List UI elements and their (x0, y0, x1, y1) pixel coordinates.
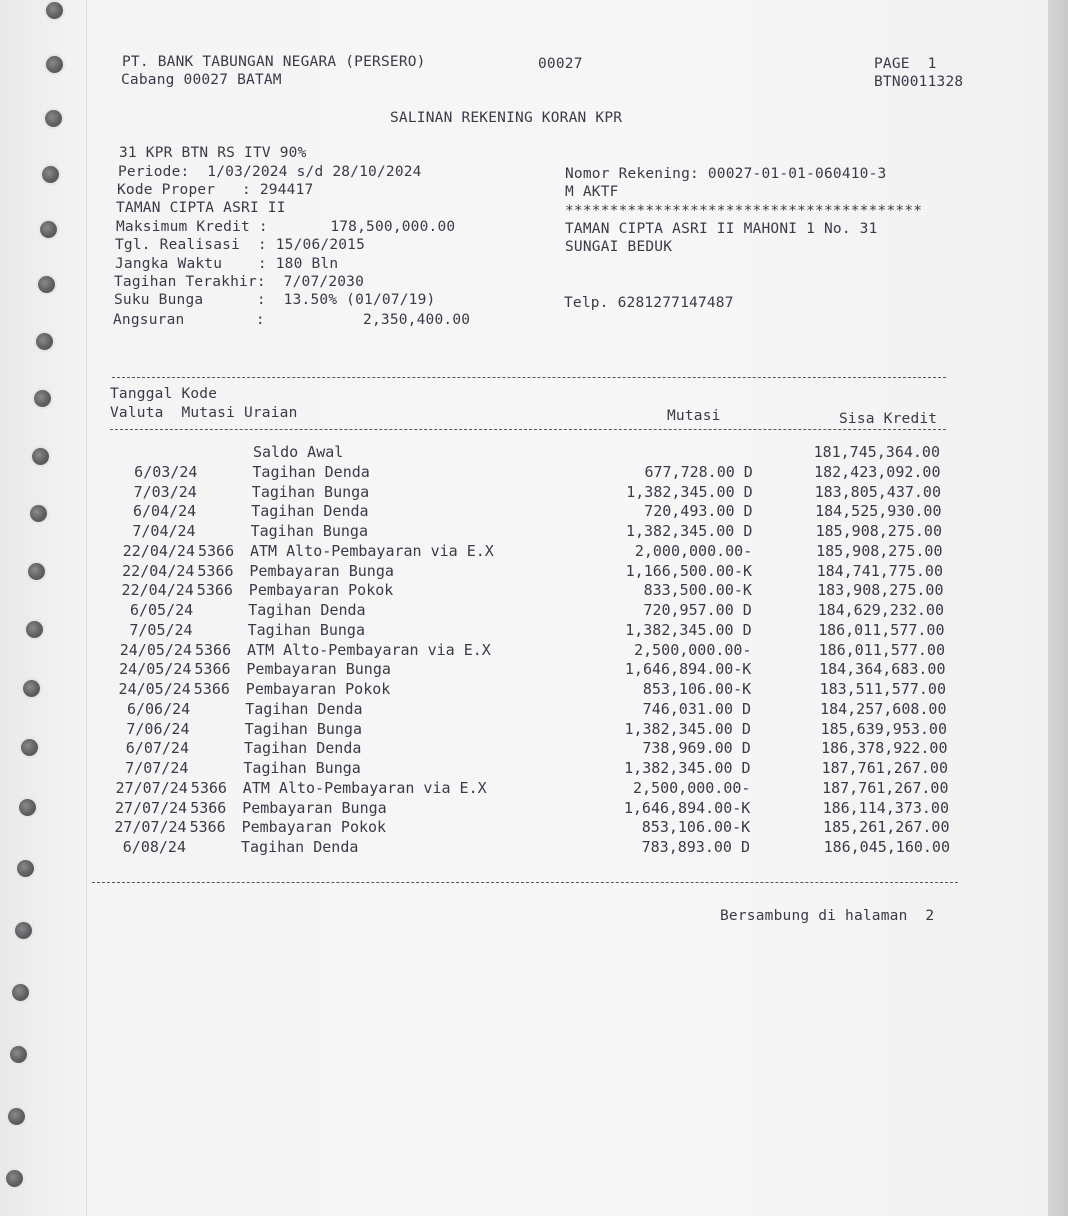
row-sisa-kredit: 184,629,232.00 (817, 601, 944, 619)
suku-bunga: Suku Bunga : 13.50% (01/07/19) (114, 292, 436, 308)
row-sisa-kredit: 183,511,577.00 (819, 680, 946, 698)
row-description: Tagihan Bunga (251, 482, 370, 501)
row-sisa-kredit: 185,639,953.00 (820, 719, 947, 738)
row-description: Tagihan Bunga (244, 719, 362, 738)
telephone: Telp. 6281277147487 (564, 295, 734, 311)
row-date: 6/05/24 (129, 601, 194, 619)
row-description: Pembayaran Bunga (249, 561, 394, 580)
row-mutasi: 746,031.00 D (642, 699, 752, 718)
row-description: Tagihan Denda (244, 739, 362, 758)
row-mutasi: 1,646,894.00-K (623, 798, 751, 817)
table-row (0, 601, 1000, 621)
row-sisa-kredit: 182,423,092.00 (814, 462, 941, 481)
table-row (0, 483, 1000, 503)
row-sisa-kredit: 185,261,267.00 (823, 818, 950, 837)
row-code: 5366 (197, 561, 234, 580)
row-description: Tagihan Bunga (243, 759, 361, 777)
row-mutasi: 833,500.00-K (643, 581, 752, 600)
row-description: Tagihan Bunga (250, 522, 368, 540)
table-row (0, 621, 1000, 641)
row-code: 5366 (195, 640, 232, 659)
row-mutasi: 720,493.00 D (644, 502, 753, 521)
tractor-hole-icon (17, 860, 34, 877)
table-row (0, 660, 1000, 680)
row-code: 5366 (194, 660, 231, 679)
table-row (0, 739, 1000, 759)
row-mutasi: 1,382,345.00 D (625, 522, 753, 540)
table-row (0, 502, 1000, 522)
row-date: 24/05/24 (119, 640, 192, 659)
row-code: 5366 (190, 778, 227, 797)
table-row (0, 581, 1000, 601)
row-mutasi: 1,166,500.00-K (625, 561, 753, 580)
row-date: 6/07/24 (125, 739, 189, 758)
footer-separator (92, 882, 958, 883)
row-sisa-kredit: 187,761,267.00 (822, 778, 949, 797)
row-date: 7/07/24 (125, 759, 189, 777)
header-separator-top (112, 377, 946, 378)
statement-period: Periode: 1/03/2024 s/d 28/10/2024 (118, 164, 422, 180)
table-row (0, 641, 1000, 661)
jangka-waktu: Jangka Waktu : 180 Bln (115, 256, 339, 272)
column-header-line1: Tanggal Kode (110, 386, 218, 402)
table-row (0, 680, 1000, 700)
table-row (0, 443, 1000, 463)
row-sisa-kredit: 185,908,275.00 (816, 541, 943, 560)
row-description: Tagihan Bunga (247, 620, 365, 639)
tractor-hole-icon (34, 390, 51, 407)
table-row (0, 562, 1000, 582)
tractor-hole-icon (8, 1108, 25, 1125)
row-date: 7/05/24 (129, 620, 193, 639)
row-description: Saldo Awal (253, 443, 344, 461)
row-date: 24/05/24 (119, 660, 192, 679)
row-mutasi: 853,106.00-K (642, 680, 752, 698)
nomor-rekening: Nomor Rekening: 00027-01-01-060410-3 (565, 166, 887, 182)
row-mutasi: 738,969.00 D (642, 739, 751, 758)
tractor-hole-icon (38, 276, 55, 293)
row-date: 7/06/24 (126, 719, 190, 738)
table-row (0, 720, 1000, 740)
row-code: 5366 (189, 818, 226, 837)
row-sisa-kredit: 186,011,577.00 (818, 640, 945, 659)
page-title: SALINAN REKENING KORAN KPR (390, 110, 623, 126)
table-row (0, 463, 1000, 483)
row-mutasi: 1,382,345.00 D (624, 759, 751, 777)
table-row (0, 700, 1000, 720)
row-sisa-kredit: 183,908,275.00 (817, 581, 944, 600)
tractor-hole-icon (46, 2, 63, 19)
row-date: 22/04/24 (121, 581, 194, 600)
table-row (0, 818, 1000, 838)
row-mutasi: 1,382,345.00 D (625, 620, 752, 639)
row-sisa-kredit: 186,378,922.00 (821, 739, 948, 758)
row-mutasi: 783,893.00 D (641, 838, 750, 856)
row-date: 6/08/24 (122, 838, 186, 856)
continued-note: Bersambung di halaman 2 (720, 908, 935, 924)
tractor-hole-icon (36, 333, 53, 350)
row-sisa-kredit: 186,045,160.00 (823, 838, 950, 856)
document-reference: BTN0011328 (874, 74, 964, 90)
row-description: Tagihan Denda (245, 699, 363, 718)
column-header-mutasi: Mutasi (667, 408, 721, 424)
row-sisa-kredit: 186,114,373.00 (822, 798, 949, 817)
project-name: TAMAN CIPTA ASRI II (116, 200, 286, 216)
row-description: Tagihan Denda (248, 601, 366, 619)
row-date: 27/07/24 (115, 778, 188, 797)
branch-code: 00027 (538, 56, 583, 72)
row-sisa-kredit: 185,908,275.00 (815, 522, 942, 540)
row-description: Pembayaran Pokok (245, 680, 391, 698)
row-mutasi: 720,957.00 D (643, 601, 752, 619)
tractor-hole-icon (46, 56, 63, 73)
angsuran: Angsuran : 2,350,400.00 (113, 312, 471, 328)
tgl-realisasi: Tgl. Realisasi : 15/06/2015 (115, 237, 366, 253)
row-mutasi: 2,000,000.00- (634, 541, 753, 560)
address-line-1: TAMAN CIPTA ASRI II MAHONI 1 No. 31 (565, 221, 878, 237)
row-date: 6/04/24 (132, 502, 197, 521)
row-date: 7/04/24 (132, 522, 196, 540)
row-description: Pembayaran Pokok (248, 581, 394, 600)
tractor-hole-icon (40, 221, 57, 238)
star-divider: **************************************** (565, 203, 923, 219)
table-row (0, 838, 1000, 858)
table-row (0, 759, 1000, 779)
row-sisa-kredit: 184,741,775.00 (816, 561, 943, 580)
row-description: Tagihan Denda (241, 838, 359, 856)
branch-name: Cabang 00027 BATAM (121, 72, 282, 88)
row-description: Tagihan Denda (251, 502, 369, 521)
row-sisa-kredit: 186,011,577.00 (818, 620, 945, 639)
row-code: 5366 (193, 680, 230, 698)
row-description: Pembayaran Bunga (246, 660, 391, 679)
row-sisa-kredit: 181,745,364.00 (813, 443, 940, 461)
table-row (0, 779, 1000, 799)
row-sisa-kredit: 187,761,267.00 (821, 759, 948, 777)
row-date: 7/03/24 (133, 482, 197, 501)
tractor-hole-icon (10, 1046, 27, 1063)
tractor-hole-icon (15, 922, 32, 939)
row-mutasi: 1,382,345.00 D (626, 482, 753, 501)
maksimum-kredit: Maksimum Kredit : 178,500,000.00 (116, 219, 456, 235)
row-description: ATM Alto-Pembayaran via E.X (247, 640, 491, 659)
tractor-hole-icon (42, 166, 59, 183)
address-line-2: SUNGAI BEDUK (565, 239, 673, 255)
row-code: 5366 (190, 798, 227, 817)
row-mutasi: 2,500,000.00- (633, 778, 751, 797)
bank-name: PT. BANK TABUNGAN NEGARA (PERSERO) (122, 54, 426, 70)
row-sisa-kredit: 184,364,683.00 (819, 660, 946, 679)
row-description: Pembayaran Bunga (242, 798, 387, 817)
tractor-hole-icon (6, 1170, 23, 1187)
paper-edge (1048, 0, 1068, 1216)
row-description: Pembayaran Pokok (241, 818, 387, 837)
row-mutasi: 2,500,000.00- (634, 640, 752, 659)
row-date: 27/07/24 (114, 818, 187, 837)
product-name: 31 KPR BTN RS ITV 90% (119, 145, 307, 161)
table-row (0, 542, 1000, 562)
tractor-hole-icon (45, 110, 62, 127)
tractor-hole-icon (12, 984, 29, 1001)
row-code: 5366 (196, 581, 233, 600)
column-header-sisa-kredit: Sisa Kredit (839, 411, 938, 427)
row-sisa-kredit: 184,257,608.00 (820, 699, 947, 718)
row-code: 5366 (198, 541, 235, 560)
row-date: 27/07/24 (114, 798, 188, 817)
row-description: Tagihan Denda (252, 462, 370, 481)
row-sisa-kredit: 183,805,437.00 (814, 482, 941, 501)
row-date: 24/05/24 (118, 680, 191, 698)
row-date: 6/03/24 (134, 462, 198, 481)
account-status: M AKTF (565, 184, 619, 200)
column-header-line2: Valuta Mutasi Uraian (110, 405, 298, 421)
table-row (0, 799, 1000, 819)
row-mutasi: 1,646,894.00-K (624, 660, 752, 679)
row-description: ATM Alto-Pembayaran via E.X (242, 778, 487, 797)
header-separator-bottom (110, 429, 946, 430)
row-date: 22/04/24 (122, 561, 195, 580)
row-description: ATM Alto-Pembayaran via E.X (250, 541, 494, 560)
table-row (0, 522, 1000, 542)
page-number: PAGE 1 (874, 56, 937, 72)
row-mutasi: 853,106.00-K (641, 818, 751, 837)
row-sisa-kredit: 184,525,930.00 (815, 502, 942, 521)
tagihan-terakhir: Tagihan Terakhir: 7/07/2030 (114, 274, 365, 290)
kode-proper: Kode Proper : 294417 (117, 182, 314, 198)
row-mutasi: 677,728.00 D (644, 462, 753, 481)
row-date: 22/04/24 (122, 541, 195, 560)
row-date: 6/06/24 (126, 699, 191, 718)
row-mutasi: 1,382,345.00 D (624, 719, 751, 738)
